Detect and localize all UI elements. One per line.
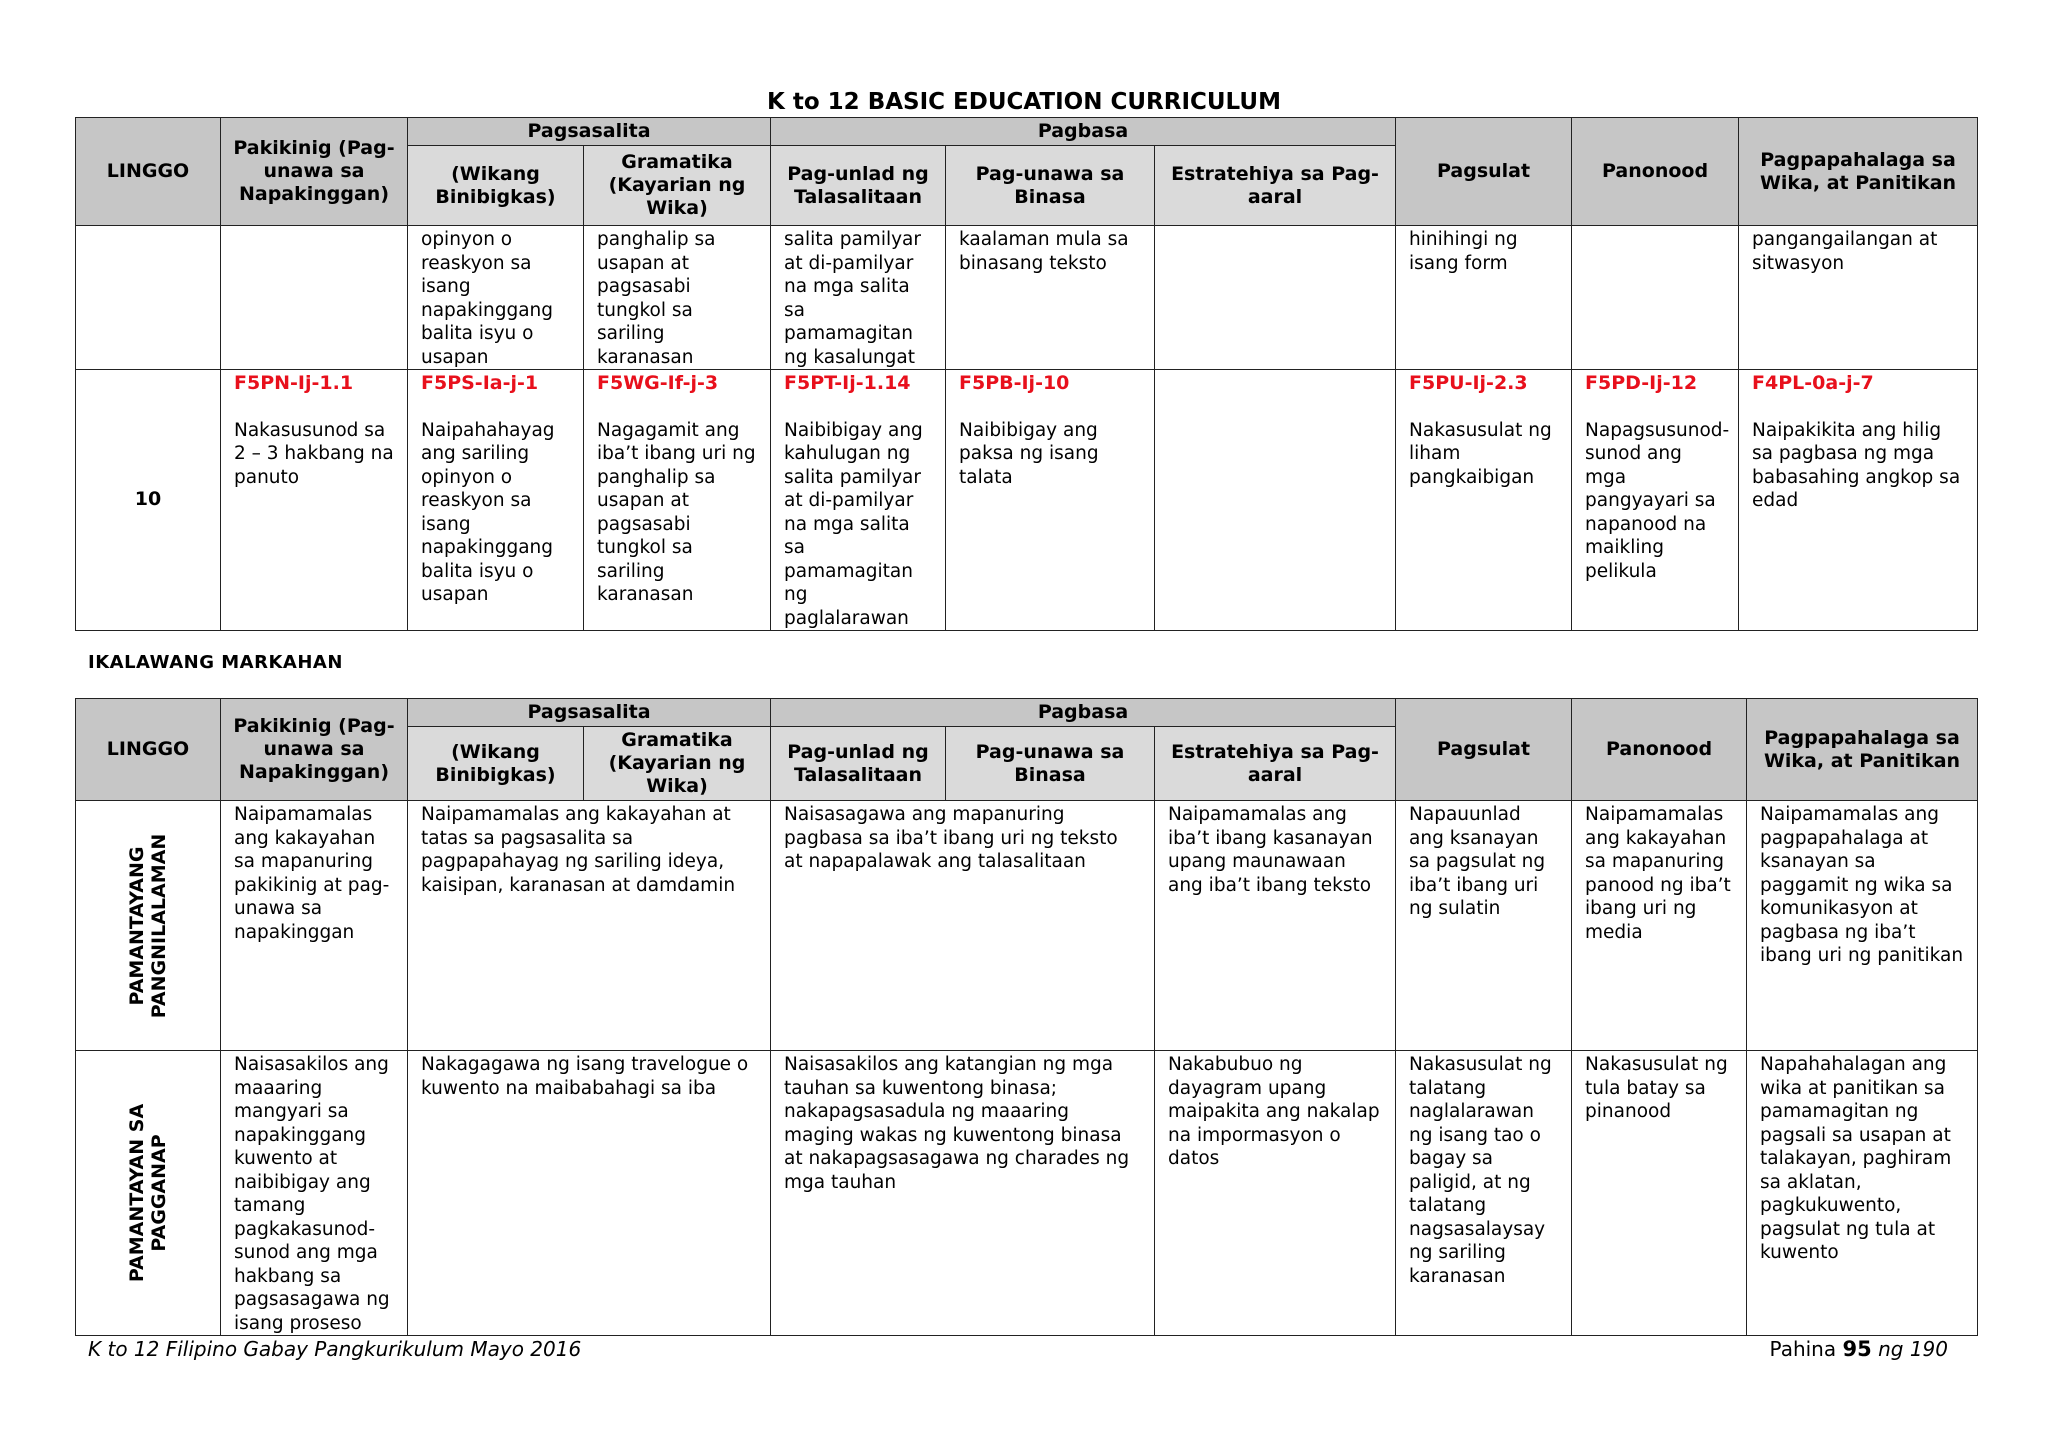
header-pagsulat: Pagsulat [1396,699,1572,801]
competency-text: Naipahahayag ang sariling opinyon o reaskyon sa isang napakinggang balita isyu o usapan [421,419,555,605]
competency-code: F5PT-Ij-1.14 [784,372,911,394]
footer-document-title: K to 12 Filipino Gabay Pangkurikulum Mayo 2016 [88,1337,582,1361]
header-pag-unawa: Pag-unawa sa Binasa [946,727,1155,801]
cell-estratehiya [1155,226,1396,370]
table-row-week-10 [76,370,1978,631]
cell-linggo [76,226,221,370]
cell-pagbasa: Naisasakilos ang katangian ng mga tauhan sa kuwentong binasa; nakapagsasadula ng maaaring maging wakas ng kuwentong binasa at nakapagsasagawa ng charades ng mga tauhan [771,1051,1155,1336]
footer-page-number [1770,1337,1948,1361]
row-label-pamantayang-pangnilalaman [76,801,221,1051]
footer-of: ng [1878,1337,1904,1361]
header-pagsulat: Pagsulat [1396,118,1572,226]
cell-pag-unlad [771,370,946,631]
competency-text: Nakasusunod sa 2 – 3 hakbang na panuto [234,419,394,488]
header-pag-unlad: Pag-unlad ng Talasalitaan [771,146,946,226]
cell-panonood [1572,370,1739,631]
competency-code: F5PB-Ij-10 [959,372,1070,394]
cell-pakikinig: Naisasakilos ang maaaring mangyari sa napakinggang kuwento at naibibigay ang tamang pagkakasunod-sunod ang mga hakbang sa pagsasagawa ng isang proseso [221,1051,408,1336]
competency-text: Naibibigay ang paksa ng isang talata [959,419,1099,488]
cell-wikang: opinyon o reaskyon sa isang napakinggang balita isyu o usapan [408,226,584,370]
cell-estratehiya: Naipamamalas ang iba’t ibang kasanayan upang maunawaan ang iba’t ibang teksto [1155,801,1396,1051]
cell-panonood: Nakasusulat ng tula batay sa pinanood [1572,1051,1747,1336]
header-gramatika: Gramatika (Kayarian ng Wika) [584,146,771,226]
cell-estratehiya: Nakabubuo ng dayagram upang maipakita ang nakalap na impormasyon o datos [1155,1051,1396,1336]
table-row-pamantayang-pangnilalaman [76,801,1978,1051]
header-panonood: Panonood [1572,118,1739,226]
header-estratehiya: Estratehiya sa Pag-aaral [1155,146,1396,226]
row-label-line: PAGGANAP [148,1134,170,1252]
header-pakikinig: Pakikinig (Pag-unawa sa Napakinggan) [221,699,408,801]
page-title: K to 12 BASIC EDUCATION CURRICULUM [767,89,1281,115]
cell-pagsasalita: Naipamamalas ang kakayahan at tatas sa pagsasalita sa pagpapahayag ng sariling ideya, kaisipan, karanasan at damdamin [408,801,771,1051]
competency-code: F5PD-Ij-12 [1585,372,1698,394]
cell-estratehiya [1155,370,1396,631]
header-pagbasa: Pagbasa [771,699,1396,727]
competency-code: F4PL-0a-j-7 [1752,372,1874,394]
header-estratehiya: Estratehiya sa Pag-aaral [1155,727,1396,801]
footer-page-word: Pahina [1769,1337,1837,1361]
competency-text: Nakasusulat ng liham pangkaibigan [1409,419,1552,488]
competency-code: F5WG-If-j-3 [597,372,719,394]
cell-pagsulat [1396,370,1572,631]
current-page: 95 [1842,1337,1872,1361]
cell-pagsulat: hinihingi ng isang form [1396,226,1572,370]
cell-gramatika [584,370,771,631]
total-pages: 190 [1909,1337,1948,1361]
section-label: IKALAWANG MARKAHAN [88,652,343,673]
header-pakikinig: Pakikinig (Pag-unawa sa Napakinggan) [221,118,408,226]
week-number: 10 [76,370,221,631]
cell-wikang [408,370,584,631]
row-label-pamantayan-sa-pagganap [76,1051,221,1336]
header-pag-unawa: Pag-unawa sa Binasa [946,146,1155,226]
competency-text: Naibibigay ang kahulugan ng salita pamilyar at di-pamilyar na mga salita sa pamamagitan ng paglalarawan [784,419,923,629]
table-row [76,226,1978,370]
competency-code: F5PU-Ij-2.3 [1409,372,1528,394]
header-wikang-binibigkas: (Wikang Binibigkas) [408,727,584,801]
header-wikang-binibigkas: (Wikang Binibigkas) [408,146,584,226]
header-gramatika: Gramatika (Kayarian ng Wika) [584,727,771,801]
curriculum-table-top [75,117,1978,631]
header-panonood: Panonood [1572,699,1747,801]
cell-gramatika: panghalip sa usapan at pagsasabi tungkol sa sariling karanasan [584,226,771,370]
cell-pagpapahalaga: Naipamamalas ang pagpapahalaga at ksanayan sa paggamit ng wika sa komunikasyon at pagbasa ng iba’t ibang uri ng panitikan [1747,801,1978,1051]
header-linggo: LINGGO [76,699,221,801]
competency-code: F5PN-Ij-1.1 [234,372,354,394]
header-pagpapahalaga: Pagpapahalaga sa Wika, at Panitikan [1739,118,1978,226]
header-pag-unlad: Pag-unlad ng Talasalitaan [771,727,946,801]
competency-code: F5PS-Ia-j-1 [421,372,539,394]
competency-text: Nagagamit ang iba’t ibang uri ng panghalip sa usapan at pagsasabi tungkol sa sariling karanasan [597,419,756,605]
cell-pakikinig [221,370,408,631]
cell-pagbasa: Naisasagawa ang mapanuring pagbasa sa iba’t ibang uri ng teksto at napapalawak ang talasalitaan [771,801,1155,1051]
header-pagsasalita: Pagsasalita [408,699,771,727]
curriculum-table-bottom [75,698,1978,1336]
cell-panonood: Naipamamalas ang kakayahan sa mapanuring panood ng iba’t ibang uri ng media [1572,801,1747,1051]
cell-pakikinig: Naipamamalas ang kakayahan sa mapanuring pakikinig at pag-unawa sa napakinggan [221,801,408,1051]
table-row-pamantayan-sa-pagganap [76,1051,1978,1336]
cell-pag-unawa: kaalaman mula sa binasang teksto [946,226,1155,370]
cell-pagpapahalaga: Napahahalagan ang wika at panitikan sa pamamagitan ng pagsali sa usapan at talakayan, paghiram sa aklatan, pagkukuwento, pagsulat ng tula at kuwento [1747,1051,1978,1336]
header-pagsasalita: Pagsasalita [408,118,771,146]
competency-text: Napagsusunod-sunod ang mga pangyayari sa napanood na maikling pelikula [1585,419,1730,582]
competency-text: Naipakikita ang hilig sa pagbasa ng mga babasahing angkop sa edad [1752,419,1961,511]
cell-pagpapahalaga [1739,370,1978,631]
row-label-line: PAMANTAYANG [126,846,148,1005]
row-label-line: PAMANTAYAN SA [126,1103,148,1283]
cell-pagsulat: Napauunlad ang ksanayan sa pagsulat ng iba’t ibang uri ng sulatin [1396,801,1572,1051]
header-pagpapahalaga: Pagpapahalaga sa Wika, at Panitikan [1747,699,1978,801]
cell-pagsulat: Nakasusulat ng talatang naglalarawan ng isang tao o bagay sa paligid, at ng talatang nagsasalaysay ng sariling karanasan [1396,1051,1572,1336]
header-linggo: LINGGO [76,118,221,226]
header-pagbasa: Pagbasa [771,118,1396,146]
cell-pag-unlad: salita pamilyar at di-pamilyar na mga salita sa pamamagitan ng kasalungat [771,226,946,370]
cell-pakikinig [221,226,408,370]
cell-panonood [1572,226,1739,370]
cell-pagpapahalaga: pangangailangan at sitwasyon [1739,226,1978,370]
cell-pagsasalita: Nakagagawa ng isang travelogue o kuwento na maibabahagi sa iba [408,1051,771,1336]
cell-pag-unawa [946,370,1155,631]
row-label-line: PANGNILALAMAN [148,833,170,1018]
